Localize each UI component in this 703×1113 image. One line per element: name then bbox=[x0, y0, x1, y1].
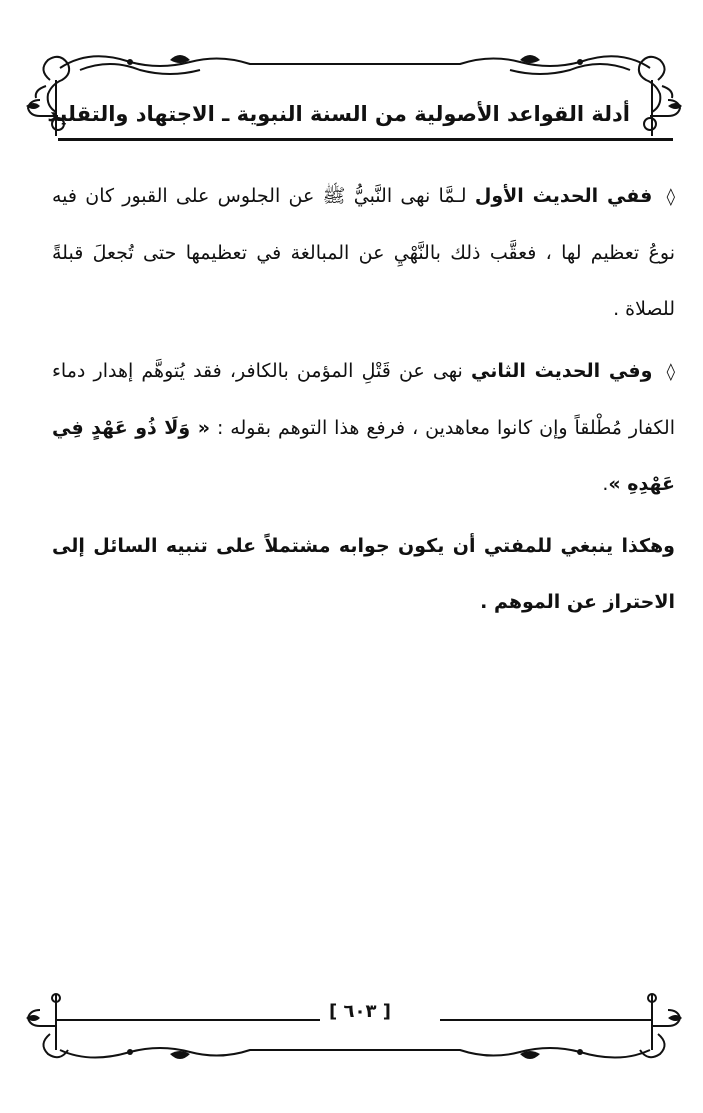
paragraph-text: نهى عن قَتْلِ المؤمن بالكافر، فقد يُتوهَّم إهدار دماء الكفار مُطْلقاً وإن كانوا معاهدين ، فرفع هذا التوهم بقوله : bbox=[52, 360, 675, 439]
paragraph-text: لـمَّا نهى النَّبيُّ ﷺ عن الجلوس على القبور كان فيه نوعُ تعظيم لها ، فعقَّب ذلك بالنَّهْيِ عن المبالغة في تعظيمها حتى تُجعلَ قبلةً للصلاة . bbox=[52, 185, 675, 320]
paragraph-lead: ففي الحديث الأول bbox=[474, 185, 653, 207]
hadith-quote: « وَلَا ذُو عَهْدٍ فِي عَهْدِهِ » bbox=[52, 417, 675, 495]
paragraph-first-hadith bbox=[52, 168, 675, 337]
header-divider bbox=[58, 138, 673, 141]
running-header-title: أدلة القواعد الأصولية من السنة النبوية ـ الاجتهاد والتقليد bbox=[47, 102, 630, 126]
paragraph-second-hadith bbox=[52, 343, 675, 512]
paragraph-text: الاحتراز عن الموهم . bbox=[480, 591, 675, 613]
page-number: [ ٦٠٣ ] bbox=[329, 1001, 391, 1022]
paragraph-lead: وهكذا ينبغي للمفتي أن يكون جوابه مشتملاً على تنبيه السائل إلى bbox=[52, 535, 675, 557]
paragraph-tail: . bbox=[602, 473, 609, 495]
paragraph-lead: وفي الحديث الثاني bbox=[471, 360, 653, 382]
diamond-bullet-icon: ◊ bbox=[666, 187, 676, 207]
diamond-bullet-icon: ◊ bbox=[666, 362, 675, 382]
page-body bbox=[52, 168, 675, 636]
paragraph-conclusion bbox=[52, 518, 675, 630]
